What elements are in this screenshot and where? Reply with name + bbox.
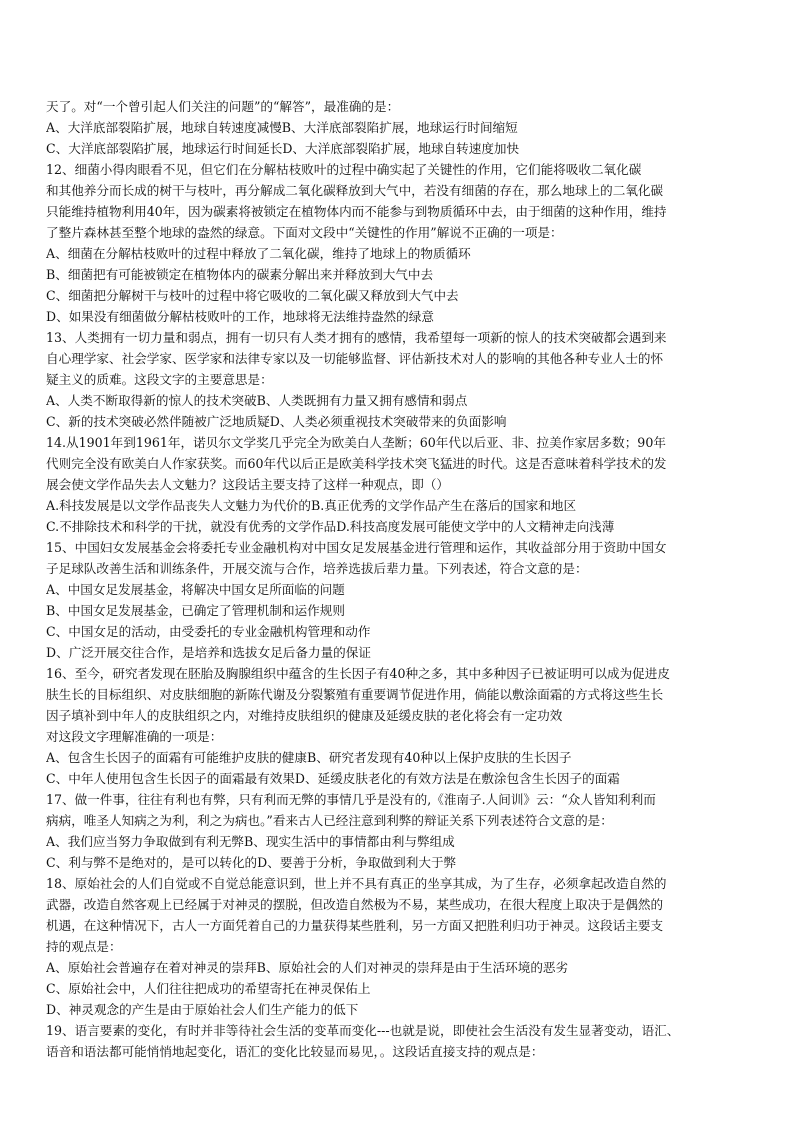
text-line: A、中国女足发展基金，将解决中国女足所面临的问题 bbox=[46, 582, 345, 597]
text-line: A、我们应当努力争取做到有利无弊B、现实生活中的事情都由利与弊组成 bbox=[46, 834, 455, 849]
text-line: 14.从1901年到1961年，诺贝尔文学奖几乎完全为欧美白人垄断；60年代以后亚、非、拉美作家居多数；90年 bbox=[46, 435, 666, 450]
text-line: 武器，改造自然客观上已经属于对神灵的摆脱，但改造自然极为不易，某些成功，在很大程度上取决于是偶然的 bbox=[46, 897, 664, 912]
text-line: 和其他养分而长成的树干与枝叶，再分解成二氧化碳释放到大气中，若没有细菌的存在，那么地球上的二氧化碳 bbox=[46, 183, 664, 198]
text-line: 疑主义的质难。这段文字的主要意思是： bbox=[46, 372, 273, 387]
text-line: D、如果没有细菌做分解枯枝败叶的工作，地球将无法维持盎然的绿意 bbox=[46, 309, 434, 324]
text-line: 机遇，在这种情况下，古人一方面凭着自己的力量获得某些胜利，另一方面又把胜利归功于神灵。这段话主要支 bbox=[46, 918, 664, 933]
text-line: C、中国女足的活动，由受委托的专业金融机构管理和动作 bbox=[46, 624, 371, 639]
text-line: A.科技发展是以文学作品丧失人文魅力为代价的B.真正优秀的文学作品产生在落后的国家和地区 bbox=[46, 498, 577, 513]
text-line: 肤生长的目标组织、对皮肤细胞的新陈代谢及分裂繁殖有重要调节促进作用，倘能以敷涂面霜的方式将这些生长 bbox=[46, 687, 664, 702]
text-line: C、中年人使用包含生长因子的面霜最有效果D、延缓皮肤老化的有效方法是在敷涂包含生长因子的面霜 bbox=[46, 771, 620, 786]
text-line: 自心理学家、社会学家、医学家和法律专家以及一切能够监督、评估新技术对人的影响的其他各种专业人士的怀 bbox=[46, 351, 664, 366]
text-line: 代则完全没有欧美白人作家获奖。而60年代以后正是欧美科学技术突飞猛进的时代。这是否意味着科学技术的发 bbox=[46, 456, 667, 471]
text-line: 12、细菌小得肉眼看不见，但它们在分解枯枝败叶的过程中确实起了关键性的作用，它们能将吸收二氧化碳 bbox=[46, 162, 642, 177]
text-line: A、人类不断取得新的惊人的技术突破B、人类既拥有力量又拥有感情和弱点 bbox=[46, 393, 468, 408]
text-line: A、包含生长因子的面霜有可能维护皮肤的健康B、研究者发现有40种以上保护皮肤的生长因子 bbox=[46, 750, 572, 765]
text-line: A、原始社会普遍存在着对神灵的崇拜B、原始社会的人们对神灵的崇拜是由于生活环境的恶劣 bbox=[46, 960, 569, 975]
text-line: D、广泛开展交往合作，是培养和选拔女足后备力量的保证 bbox=[46, 645, 371, 660]
text-line: 语音和语法都可能悄悄地起变化，语汇的变化比较显而易见，。这段话直接支持的观点是： bbox=[46, 1044, 544, 1059]
text-line: 展会使文学作品失去人文魅力？这段话主要支持了这样一种观点，即（） bbox=[46, 477, 449, 492]
text-line: B、细菌把有可能被锁定在植物体内的碳素分解出来并释放到大气中去 bbox=[46, 267, 434, 282]
text-line: D、神灵观念的产生是由于原始社会人们生产能力的低下 bbox=[46, 1002, 359, 1017]
text-line: 了整片森林甚至整个地球的盎然的绿意。下面对文段中“关键性的作用”解说不正确的一项是： bbox=[46, 225, 563, 240]
text-line: C、新的技术突破必然伴随被广泛地质疑D、人类必须重视技术突破带来的负面影响 bbox=[46, 414, 507, 429]
text-line: 15、中国妇女发展基金会将委托专业金融机构对中国女足发展基金进行管理和运作，其收益部分用于资助中国女 bbox=[46, 540, 667, 555]
text-line: 19、语言要素的变化，有时并非等待社会生活的变革而变化---也就是说，即使社会生活没有发生显著变动，语汇、 bbox=[46, 1023, 680, 1038]
text-line: 子足球队改善生活和训练条件，开展交流与合作，培养选拔后辈力量。下列表述，符合文意的是： bbox=[46, 561, 588, 576]
text-line: B、中国女足发展基金，已确定了管理机制和运作规则 bbox=[46, 603, 345, 618]
text-line: 持的观点是： bbox=[46, 939, 122, 954]
text-line: 16、至今，研究者发现在胚胎及胸腺组织中蕴含的生长因子有40种之多，其中多种因子已被证明可以成为促进皮 bbox=[46, 666, 670, 681]
text-line: 因子填补到中年人的皮肤组织之内，对维持皮肤组织的健康及延缓皮肤的老化将会有一定功效 bbox=[46, 708, 563, 723]
text-line: 天了。对“一个曾引起人们关注的问题”的“解答”，最准确的是： bbox=[46, 99, 400, 114]
text-line: C、细菌把分解树干与枝叶的过程中将它吸收的二氧化碳又释放到大气中去 bbox=[46, 288, 459, 303]
text-line: C、原始社会中，人们往往把成功的希望寄托在神灵保佑上 bbox=[46, 981, 371, 996]
text-line: 只能维持植物利用40年，因为碳素将被锁定在植物体内而不能参与到物质循环中去，由于细菌的这种作用，维持 bbox=[46, 204, 667, 219]
text-line: A、细菌在分解枯枝败叶的过程中释放了二氧化碳，维持了地球上的物质循环 bbox=[46, 246, 471, 261]
text-line: 17、做一件事，往往有利也有弊，只有利而无弊的事情几乎是没有的,《淮南子.人间训》云：“众人皆知利利而 bbox=[46, 792, 656, 807]
text-line: C.不排除技术和科学的干扰，就没有优秀的文学作品D.科技高度发展可能使文学中的人文精神走向浅薄 bbox=[46, 519, 615, 534]
document-page bbox=[46, 96, 751, 1062]
text-line: 18、原始社会的人们自觉或不自觉总能意识到，世上并不具有真正的坐享其成，为了生存，必须拿起改造自然的 bbox=[46, 876, 667, 891]
text-line: A、大洋底部裂陷扩展，地球自转速度减慢B、大洋底部裂陷扩展，地球运行时间缩短 bbox=[46, 120, 518, 135]
text-line: 对这段文字理解准确的一项是： bbox=[46, 729, 223, 744]
text-line: C、利与弊不是绝对的，是可以转化的D、要善于分析，争取做到利大于弊 bbox=[46, 855, 457, 870]
text-line: C、大洋底部裂陷扩展，地球运行时间延长D、大洋底部裂陷扩展，地球自转速度加快 bbox=[46, 141, 520, 156]
text-line: 病病，唯圣人知病之为利，利之为病也。”看来古人已经注意到利弊的辩证关系下列表述符合文意的是： bbox=[46, 813, 613, 828]
text-line: 13、人类拥有一切力量和弱点，拥有一切只有人类才拥有的感情，我希望每一项新的惊人的技术突破都会遇到来 bbox=[46, 330, 667, 345]
